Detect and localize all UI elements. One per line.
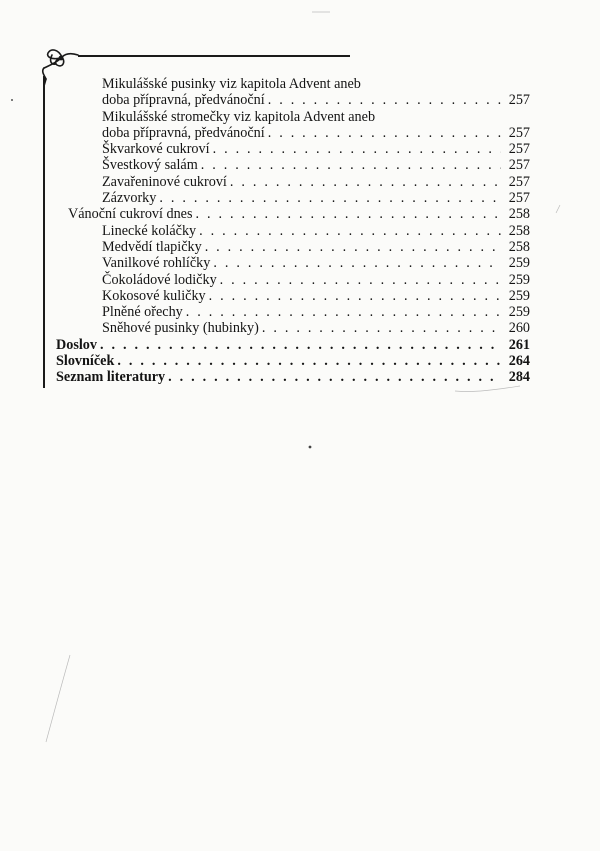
toc-entry-title: Plněné ořechy <box>102 304 183 321</box>
toc-leader-dots <box>205 239 501 255</box>
toc-leader-dots <box>268 125 501 141</box>
toc-entry-title: Linecké koláčky <box>102 222 197 239</box>
toc-leader-dots <box>199 223 501 239</box>
toc-entry-title: doba přípravná, předvánoční <box>102 124 265 141</box>
toc-page-number: 257 <box>508 157 530 174</box>
toc-entry <box>56 320 530 336</box>
toc-leader-dots <box>186 304 501 320</box>
toc-leader-dots <box>230 174 501 190</box>
toc-leader-dots <box>209 288 501 304</box>
toc-entry-title: Čokoládové lodičky <box>102 271 217 288</box>
toc-page-number: 257 <box>508 173 530 190</box>
toc-page-number: 259 <box>508 304 530 321</box>
toc-page-number: 261 <box>508 336 530 353</box>
toc-entry-title: Zázvorky <box>102 190 157 207</box>
toc-entry <box>56 369 530 385</box>
toc-entry <box>56 174 530 190</box>
toc-page-number: 284 <box>508 369 530 386</box>
toc-page-number: 257 <box>508 124 530 141</box>
toc-page-number: 257 <box>508 190 530 207</box>
toc-page-number: 259 <box>508 255 530 272</box>
toc-entry <box>56 190 530 206</box>
toc-entry <box>56 92 530 108</box>
toc-leader-dots <box>262 320 501 336</box>
toc-page-number: 259 <box>508 271 530 288</box>
toc-entry <box>56 223 530 239</box>
toc-entry-title-line: Mikulášské pusinky viz kapitola Advent aneb <box>102 76 361 92</box>
toc-leader-dots <box>220 272 501 288</box>
toc-entry <box>56 255 530 271</box>
toc-leader-dots <box>201 157 501 173</box>
toc-entry-title: Slovníček <box>56 353 115 370</box>
toc-entry <box>56 272 530 288</box>
toc-entry <box>56 239 530 255</box>
toc-page-number: 260 <box>508 320 530 337</box>
toc-entry-title: Kokosové kuličky <box>102 287 206 304</box>
toc-leader-dots <box>159 190 501 206</box>
toc-entry-title: Sněhové pusinky (hubinky) <box>102 320 259 337</box>
toc-leader-dots <box>168 369 501 385</box>
toc-leader-dots <box>100 337 501 353</box>
frame-top-rule <box>78 55 350 57</box>
toc-entry <box>56 337 530 353</box>
toc-entry <box>56 157 530 173</box>
toc-entry-title: Medvědí tlapičky <box>102 238 202 255</box>
table-of-contents <box>56 76 530 386</box>
toc-entry <box>56 125 530 141</box>
toc-entry-title: Vanilkové rohlíčky <box>102 255 211 272</box>
toc-entry <box>56 288 530 304</box>
toc-entry-title: doba přípravná, předvánoční <box>102 92 265 109</box>
toc-entry-title: Škvarkové cukroví <box>102 141 210 158</box>
toc-entry-title: Doslov <box>56 336 97 353</box>
toc-entry <box>56 304 530 320</box>
toc-entry <box>56 353 530 369</box>
toc-leader-dots <box>268 92 501 108</box>
toc-leader-dots <box>213 141 501 157</box>
frame-left-rule <box>43 76 45 388</box>
toc-entry <box>56 141 530 157</box>
toc-page-number: 258 <box>508 222 530 239</box>
toc-entry-title-line: Mikulášské stromečky viz kapitola Advent aneb <box>102 108 376 125</box>
toc-entry-title: Seznam literatury <box>56 369 166 386</box>
toc-page-number: 257 <box>508 92 530 109</box>
toc-page-number: 259 <box>508 287 530 304</box>
toc-entry <box>56 206 530 222</box>
toc-page-number: 264 <box>508 353 530 370</box>
toc-entry-title: Švestkový salám <box>102 157 198 174</box>
toc-page-number: 258 <box>508 238 530 255</box>
toc-leader-dots <box>196 206 501 222</box>
toc-entry-title: Zavařeninové cukroví <box>102 173 227 190</box>
toc-leader-dots <box>213 255 501 271</box>
toc-leader-dots <box>117 353 501 369</box>
toc-entry-title: Vánoční cukroví dnes <box>68 206 193 223</box>
toc-page-number: 257 <box>508 141 530 158</box>
toc-page-number: 258 <box>508 206 530 223</box>
